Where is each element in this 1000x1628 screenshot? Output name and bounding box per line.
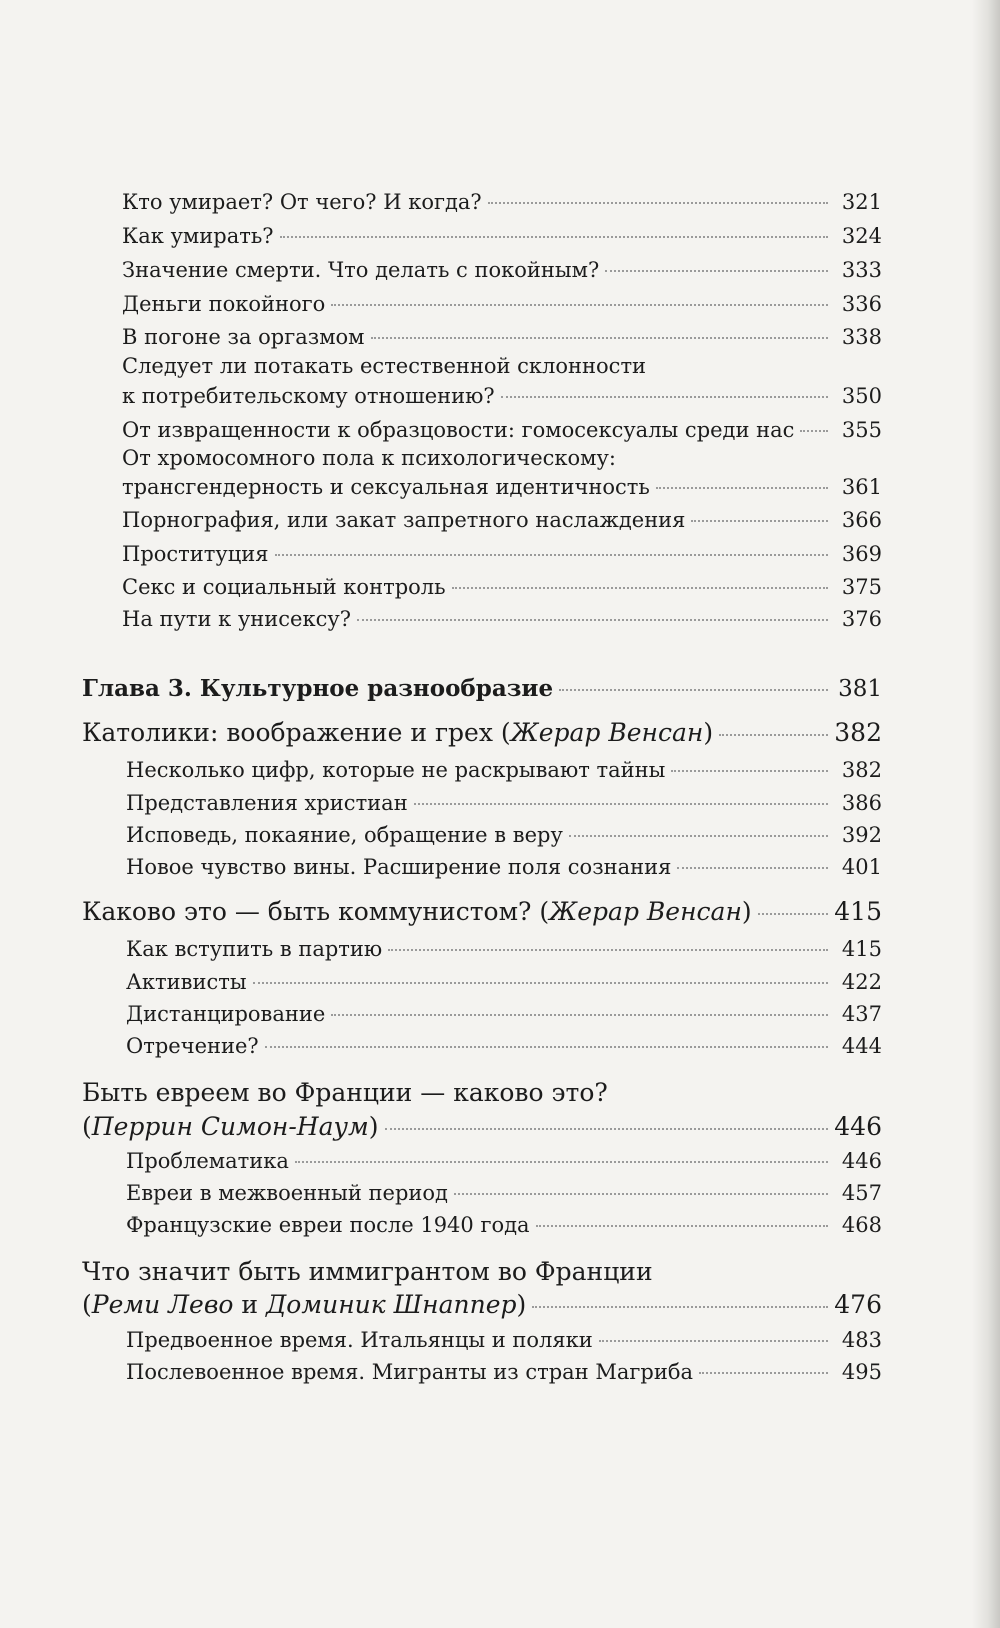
section-heading[interactable] bbox=[82, 1290, 882, 1319]
toc-entry[interactable] bbox=[122, 190, 882, 214]
toc-entry-page: 444 bbox=[841, 1034, 882, 1058]
toc-entry-page: 376 bbox=[841, 607, 882, 631]
toc-entry[interactable] bbox=[126, 758, 882, 782]
section-title: Каково это — быть коммунистом? (Жерар Венсан) bbox=[82, 897, 752, 926]
toc-entry-page: 321 bbox=[841, 190, 882, 214]
toc-entry-title: От извращенности к образцовости: гомосексуалы среди нас bbox=[122, 418, 795, 442]
leader-dots bbox=[656, 487, 828, 489]
toc-entry-title: Порнография, или закат запретного наслаждения bbox=[122, 508, 686, 532]
section-heading[interactable] bbox=[82, 897, 882, 926]
toc-entry-title: Активисты bbox=[126, 970, 247, 994]
leader-dots bbox=[280, 236, 828, 238]
toc-entry-page: 375 bbox=[841, 575, 882, 599]
toc-entry-title: Как вступить в партию bbox=[126, 937, 383, 961]
toc-entry-title: Предвоенное время. Итальянцы и поляки bbox=[126, 1328, 593, 1352]
toc-entry[interactable] bbox=[126, 1328, 882, 1352]
toc-entry-title: Деньги покойного bbox=[122, 292, 326, 316]
toc-entry-title: Представления христиан bbox=[126, 791, 408, 815]
leader-dots bbox=[800, 430, 828, 432]
toc-entry-title-line2: трансгендерность и сексуальная идентичность bbox=[122, 475, 650, 499]
toc-entry-title: Кто умирает? От чего? И когда? bbox=[122, 190, 482, 214]
toc-entry-title: Проституция bbox=[122, 542, 269, 566]
leader-dots bbox=[719, 734, 828, 736]
section-author-2: Доминик Шнаппер bbox=[265, 1290, 517, 1319]
toc-entry[interactable] bbox=[126, 1360, 882, 1384]
section-heading[interactable] bbox=[82, 718, 882, 747]
leader-dots bbox=[414, 803, 828, 805]
toc-entry-page: 333 bbox=[841, 258, 882, 282]
toc-entry[interactable] bbox=[122, 575, 882, 599]
toc-entry-page: 369 bbox=[841, 542, 882, 566]
section-author: Перрин Симон-Наум bbox=[91, 1112, 369, 1141]
leader-dots bbox=[758, 913, 828, 915]
page-edge-shadow bbox=[972, 0, 1000, 1628]
toc-entry-page: 382 bbox=[841, 758, 882, 782]
leader-dots bbox=[357, 619, 828, 621]
leader-dots bbox=[253, 982, 828, 984]
toc-entry[interactable] bbox=[122, 542, 882, 566]
toc-entry-title: Отречение? bbox=[126, 1034, 259, 1058]
toc-entry-page: 361 bbox=[841, 475, 882, 499]
toc-entry-page: 437 bbox=[841, 1002, 882, 1026]
toc-entry-title: Дистанцирование bbox=[126, 1002, 326, 1026]
leader-dots bbox=[532, 1306, 828, 1308]
leader-dots bbox=[605, 270, 828, 272]
leader-dots bbox=[371, 337, 828, 339]
section-author: Реми Лево bbox=[91, 1290, 234, 1319]
toc-entry[interactable] bbox=[122, 384, 882, 408]
toc-entry-title: Исповедь, покаяние, обращение в веру bbox=[126, 823, 563, 847]
chapter-page: 381 bbox=[838, 676, 882, 702]
section-page: 446 bbox=[834, 1112, 882, 1141]
toc-entry[interactable] bbox=[122, 292, 882, 316]
leader-dots bbox=[699, 1372, 828, 1374]
section-heading[interactable] bbox=[82, 1112, 882, 1141]
toc-entry-title-line1[interactable]: Следует ли потакать естественной склонности bbox=[122, 354, 647, 378]
toc-entry-title-line1[interactable]: От хромосомного пола к психологическому: bbox=[122, 446, 616, 470]
section-page: 415 bbox=[834, 897, 882, 926]
leader-dots bbox=[671, 770, 828, 772]
leader-dots bbox=[265, 1046, 828, 1048]
chapter-title: Глава 3. Культурное разнообразие bbox=[82, 675, 554, 702]
section-title-line1[interactable]: Что значит быть иммигрантом во Франции bbox=[82, 1257, 653, 1286]
toc-entry[interactable] bbox=[126, 1181, 882, 1205]
section-author: Жерар Венсан bbox=[510, 718, 704, 747]
toc-entry-page: 336 bbox=[841, 292, 882, 316]
toc-entry[interactable] bbox=[126, 1213, 882, 1237]
section-title: Католики: воображение и грех (Жерар Венсан) bbox=[82, 718, 714, 747]
section-page: 382 bbox=[834, 718, 882, 747]
toc-entry-title-line2: к потребительскому отношению? bbox=[122, 384, 495, 408]
toc-entry-title: Несколько цифр, которые не раскрывают тайны bbox=[126, 758, 666, 782]
toc-entry-page: 324 bbox=[841, 224, 882, 248]
toc-entry-page: 338 bbox=[841, 325, 882, 349]
toc-entry-title: На пути к унисексу? bbox=[122, 607, 351, 631]
leader-dots bbox=[388, 949, 828, 951]
toc-entry[interactable] bbox=[122, 258, 882, 282]
leader-dots bbox=[569, 835, 828, 837]
toc-entry-page: 366 bbox=[841, 508, 882, 532]
toc-entry-page: 392 bbox=[841, 823, 882, 847]
toc-entry[interactable] bbox=[122, 224, 882, 248]
toc-entry-title: Проблематика bbox=[126, 1149, 289, 1173]
leader-dots bbox=[452, 587, 828, 589]
toc-entry-page: 483 bbox=[841, 1328, 882, 1352]
toc-entry[interactable] bbox=[126, 1149, 882, 1173]
toc-entry[interactable] bbox=[126, 1002, 882, 1026]
leader-dots bbox=[385, 1128, 828, 1130]
toc-entry-page: 422 bbox=[841, 970, 882, 994]
toc-entry-page: 350 bbox=[841, 384, 882, 408]
toc-entry[interactable] bbox=[122, 475, 882, 499]
section-title-line1[interactable]: Быть евреем во Франции — каково это? bbox=[82, 1078, 608, 1107]
toc-entry-page: 457 bbox=[841, 1181, 882, 1205]
toc-entry[interactable] bbox=[126, 1034, 882, 1058]
leader-dots bbox=[454, 1193, 828, 1195]
toc-entry[interactable] bbox=[122, 607, 882, 631]
toc-entry-title: Послевоенное время. Мигранты из стран Магриба bbox=[126, 1360, 693, 1384]
toc-entry-title: Французские евреи после 1940 года bbox=[126, 1213, 530, 1237]
toc-entry-page: 386 bbox=[841, 791, 882, 815]
leader-dots bbox=[331, 304, 828, 306]
leader-dots bbox=[331, 1014, 828, 1016]
leader-dots bbox=[295, 1161, 828, 1163]
section-title-line2: (Реми Лево и Доминик Шнаппер) bbox=[82, 1290, 527, 1319]
toc-entry[interactable] bbox=[126, 937, 882, 961]
section-title-line2: (Перрин Симон-Наум) bbox=[82, 1112, 379, 1141]
toc-entry[interactable] bbox=[126, 791, 882, 815]
section-author: Жерар Венсан bbox=[549, 897, 742, 926]
leader-dots bbox=[599, 1340, 828, 1342]
toc-entry-page: 415 bbox=[841, 937, 882, 961]
toc-entry-title: В погоне за оргазмом bbox=[122, 325, 365, 349]
toc-entry-page: 446 bbox=[841, 1149, 882, 1173]
leader-dots bbox=[536, 1225, 828, 1227]
chapter-heading[interactable] bbox=[82, 675, 882, 702]
toc-entry[interactable] bbox=[126, 823, 882, 847]
leader-dots bbox=[691, 520, 828, 522]
leader-dots bbox=[275, 554, 829, 556]
toc-entry-title: Секс и социальный контроль bbox=[122, 575, 446, 599]
toc-entry-page: 401 bbox=[841, 855, 882, 879]
toc-entry-title: Евреи в межвоенный период bbox=[126, 1181, 448, 1205]
toc-entry-title: Новое чувство вины. Расширение поля сознания bbox=[126, 855, 672, 879]
section-page: 476 bbox=[834, 1290, 882, 1319]
toc-entry-page: 468 bbox=[841, 1213, 882, 1237]
toc-entry-title: Как умирать? bbox=[122, 224, 274, 248]
leader-dots bbox=[488, 202, 828, 204]
toc-entry[interactable] bbox=[122, 508, 882, 532]
toc-entry-page: 495 bbox=[841, 1360, 882, 1384]
toc-entry-page: 355 bbox=[841, 418, 882, 442]
toc-entry-title: Значение смерти. Что делать с покойным? bbox=[122, 258, 600, 282]
toc-entry[interactable] bbox=[126, 855, 882, 879]
leader-dots bbox=[559, 689, 828, 691]
toc-entry[interactable] bbox=[126, 970, 882, 994]
toc-entry[interactable] bbox=[122, 325, 882, 349]
toc-entry[interactable] bbox=[122, 418, 882, 442]
leader-dots bbox=[677, 867, 828, 869]
leader-dots bbox=[501, 396, 828, 398]
